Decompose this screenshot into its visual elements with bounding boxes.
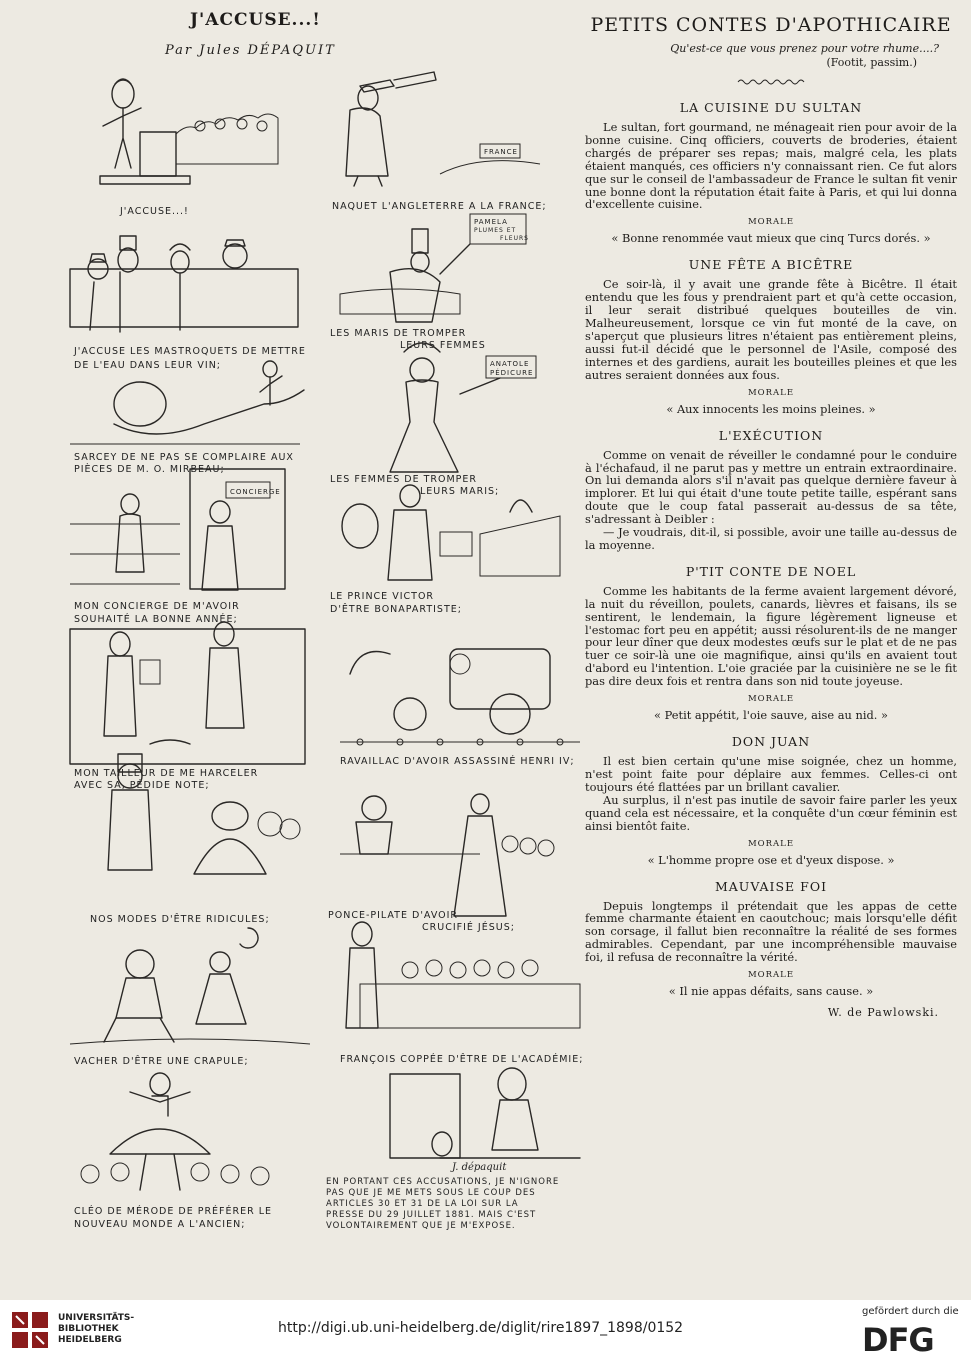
author-signature: W. de Pawlowski. [827,1006,939,1020]
sign-france: FRANCE [484,148,518,156]
caption-10: LEURS MARIS; [420,486,500,497]
story-maxim: « Petit appétit, l'oie sauve, aise au nid. » [654,708,888,723]
cartoon-maris [330,214,529,351]
caption-11: MON CONCIERGE DE M'AVOIR [74,601,240,612]
cartoon-artist [326,1068,580,1231]
university-library-logo-icon [10,1310,52,1352]
story-heading: DON JUAN [731,734,811,750]
digitization-footer [0,1300,971,1364]
story-paragraph: Depuis longtemps il prétendait que les appas de cette femme charmante étaient en caoutchouc; mais lorsqu'elle défit son corsage, il fallut bien reconnaître la réalité de ses formes admirables. Cependant, par une incompréhensible mauvaise foi, il refusa de reconnaître la vérité. [585,898,957,965]
story-heading: UNE FÊTE A BICÊTRE [688,257,854,273]
dfg-logo: DFG [862,1321,934,1359]
caption-17: RAVAILLAC D'AVOIR ASSASSINÉ HENRI IV; [340,756,575,767]
caption-22: FRANÇOIS COPPÉE D'ÊTRE DE L'ACADÉMIE; [340,1054,584,1065]
caption-9: LES FEMMES DE TROMPER [330,474,478,485]
caption-19: PONCE-PILATE D'AVOIR [328,910,459,921]
caption-27: ARTICLES 30 ET 31 DE LA LOI SUR LA [326,1199,519,1209]
story-paragraph: Le sultan, fort gourmand, ne ménageait rien pour avoir de la bonne cuisine. Cinq officiers, couverts de broderies, étaient chargés de préparer ses repas; mais, malgré cela, les plats étaient manqués, ces officiers n'y connaissant rien. Ce fut alors que sur le conseil de l'ambassadeur de France le sultan fit venir une bonne dont la réputation était faite à Paris, et qui lui donna d'excellente cuisine. [585,120,957,212]
epigraph: Qu'est-ce que vous prenez pour votre rhume....? [670,42,939,55]
sign-plumes: PLUMES ET [474,227,517,234]
morale-label: MORALE [747,217,795,228]
epigraph-source: (Footit, passim.) [826,56,917,69]
library-line-1: UNIVERSITÄTS- [58,1313,135,1323]
morale-label: MORALE [747,694,795,705]
sign-concierge: CONCIERGE [230,488,281,496]
source-url-link[interactable]: http://digi.ub.uni-heidelberg.de/diglit/rire1897_1898/0152 [278,1320,684,1336]
caption-15: MON TAILLEUR DE ME HARCELER [74,768,259,779]
story-heading: LA CUISINE DU SULTAN [679,100,863,115]
cartoon-drawings [60,64,585,1234]
sign-pedicure: PÉDICURE [490,369,534,377]
cartoon-sarcey [70,361,304,475]
story-paragraph: Comme les habitants de la ferme avaient largement dévoré, la nuit du réveillon, poulets, canards, lièvres et faisans, ils se sentirent, le lendemain, la figure légèrement ligneuse et l'estomac fort peu en appétit; aussi résolurent-ils de ne manger pour leur dîner que deux modestes œufs sur le plat et de ne pas tuer ce soir-là une oie magnifique, ainsi qu'ils en avaient tout d'abord eu l'intention. L'oie graciée par la cuisinière ne se le fit pas dire deux fois et rentra dans son nid toute joyeuse. [585,583,957,689]
cartoon-prince [330,485,560,615]
artist-signature: J. dépaquit [452,1162,507,1173]
cartoon-mastroquets [70,236,306,371]
story-cuisine-du-sultan [585,100,957,245]
ornament-squiggle [736,78,806,86]
cartoon-pilate [328,794,554,933]
cartoon-orator [100,79,278,217]
caption-29: VOLONTAIREMENT QUE JE M'EXPOSE. [326,1221,516,1231]
story-ptit-conte-de-noel [585,564,957,722]
library-line-2: BIBLIOTHEK [58,1324,119,1334]
caption-18: NOS MODES D'ÊTRE RIDICULES; [90,914,270,925]
cartoon-vacher [70,928,310,1067]
right-column [585,8,957,1019]
story-maxim: « L'homme propre ose et d'yeux dispose. » [647,852,895,867]
caption-25: EN PORTANT CES ACCUSATIONS, JE N'IGNORE [326,1177,560,1187]
cartoon-coppee [340,922,583,1065]
cartoon-concierge [70,469,285,625]
caption-4: DE L'EAU DANS LEUR VIN; [74,360,221,371]
caption-8: PIÈCES DE M. O. MIRBEAU; [74,464,225,475]
cartoon-tailleur [70,622,305,791]
caption-20: CRUCIFIÉ JÉSUS; [422,922,515,933]
cartoon-strip [60,64,585,1234]
cartoon-naquet [332,72,547,212]
caption-26: PAS QUE JE ME METS SOUS LE COUP DES [326,1188,536,1198]
caption-5: LES MARIS DE TROMPER [330,328,467,339]
sign-anatole: ANATOLE [490,360,530,368]
caption-7: SARCEY DE NE PAS SE COMPLAIRE AUX [74,452,294,463]
story-don-juan [585,734,957,866]
caption-13: LE PRINCE VICTOR [330,591,435,602]
morale-label: MORALE [747,838,795,849]
caption-3: J'ACCUSE LES MASTROQUETS DE METTRE [74,346,306,357]
caption-16: AVEC SA, PÉDIDE NOTE; [74,780,210,791]
story-maxim: « Bonne renommée vaut mieux que cinq Turcs dorés. » [611,231,931,246]
caption-12: SOUHAITÉ LA BONNE ANNÉE; [74,614,238,625]
story-mauvaise-foi [585,879,957,999]
story-heading: P'TIT CONTE DE NOEL [685,563,857,579]
left-title: J'ACCUSE...! [190,10,321,30]
cartoon-cleo [74,1073,272,1230]
caption-14: D'ÊTRE BONAPARTISTE; [330,604,462,615]
story-paragraph: Il est bien certain qu'une mise soignée, chez un homme, n'est point faite pour déplaire aux femmes. Celles-ci ont toujours été flattées par un brillant cavalier. [585,754,957,794]
left-byline: Par Jules DÉPAQUIT [165,43,336,58]
story-heading: MAUVAISE FOI [714,878,828,894]
story-fete-a-bicetre [585,257,957,415]
story-paragraph: — Je voudrais, dit-il, si possible, avoir une taille au-dessus de la moyenne. [585,525,957,552]
story-maxim: « Aux innocents les moins pleines. » [666,401,876,416]
story-paragraph: Au surplus, il n'est pas inutile de savoir faire parler les yeux quand cela est nécessaire, et la conquête d'un cœur féminin est ainsi bientôt faite. [585,792,957,833]
caption-2: NAQUET L'ANGLETERRE A LA FRANCE; [332,201,547,212]
library-line-3: HEIDELBERG [58,1335,122,1345]
morale-label: MORALE [747,387,795,398]
story-maxim: « Il nie appas défaits, sans cause. » [668,984,874,999]
caption-1: J'ACCUSE...! [120,206,189,217]
sign-pamela: PAMELA [474,218,508,226]
cartoon-ravaillac [340,649,580,767]
story-paragraph: Ce soir-là, il y avait une grande fête à Bicêtre. Il était entendu que les fous y prendraient part et qu'à cette occasion, il leur serait distribué quelques bouteilles de vin. Malheureusement, lorsque ce vin fut monté de la cave, on s'aperçut que plusieurs litres n'étaient pas entièrement pleins, aussi fut-il décidé que le personnel de l'Asile, composé des internes et des gardiens, aurait les bouteilles pleines et que les autres seraient données aux fous. [585,277,957,382]
sign-fleurs: FLEURS [500,235,529,242]
caption-24: NOUVEAU MONDE A L'ANCIEN; [74,1219,246,1230]
caption-21: VACHER D'ÊTRE UNE CRAPULE; [74,1056,249,1067]
story-paragraph: Comme on venait de réveiller le condamné pour le conduire à l'échafaud, il ne parut pas y mettre un entrain extraordinaire. On lui demanda alors s'il n'avait pas quelque dernière faveur à implorer. Et lui qui était d'une toute petite taille, espérant sans doute que le coup fatal passerait au-dessus de sa tête, s'adressant à Deibler : [585,447,957,527]
story-execution [585,428,957,552]
funded-by-label: gefördert durch die [862,1306,959,1317]
morale-label: MORALE [747,970,795,981]
right-title: PETITS CONTES D'APOTHICAIRE [590,14,952,36]
caption-6: LEURS FEMMES [400,340,486,351]
story-heading: L'EXÉCUTION [718,427,824,443]
caption-23: CLÉO DE MÉRODE DE PRÉFÉRER LE [74,1206,273,1217]
caption-28: PRESSE DU 29 JUILLET 1881. MAIS C'EST [326,1210,537,1220]
cartoon-femmes [330,343,536,497]
library-name [58,1313,134,1346]
